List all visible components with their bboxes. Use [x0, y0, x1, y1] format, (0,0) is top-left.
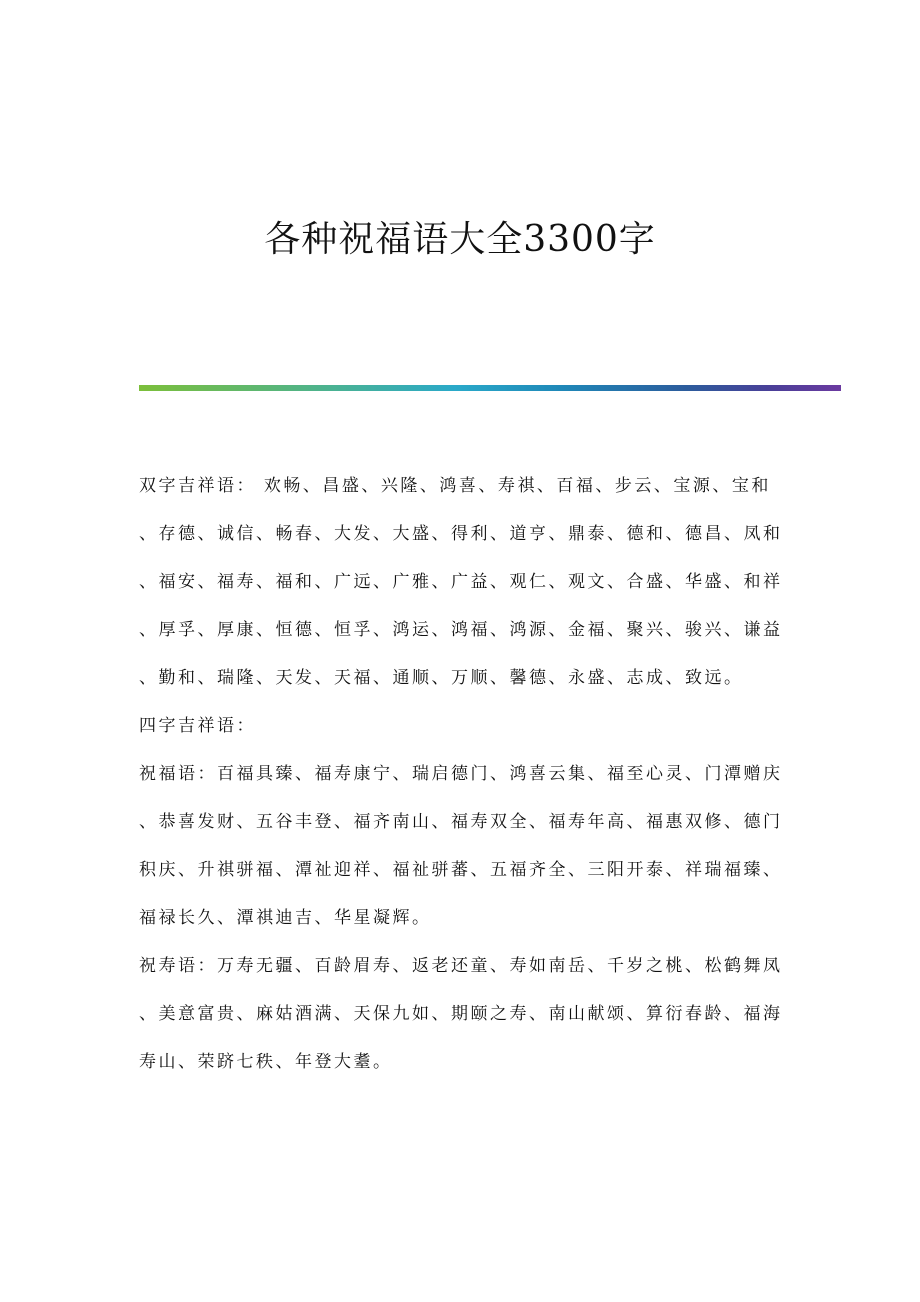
paragraph-longevity-blessings: 祝寿语：万寿无疆、百龄眉寿、返老还童、寿如南岳、千岁之桃、松鹤舞凤、美意富贵、麻姑酒满、天保九如、期颐之寿、南山献颂、算衍春龄、福海寿山、荣跻七秩、年登大耋。 — [139, 956, 783, 1072]
paragraph-two-char-blessings: 双字吉祥语： 欢畅、昌盛、兴隆、鸿喜、寿祺、百福、步云、宝源、宝和、存德、诚信、畅春、大发、大盛、得利、道亨、鼎泰、德和、德昌、凤和、福安、福寿、福和、广远、广雅、广益、观仁、观文、合盛、华盛、和祥、厚孚、厚康、恒德、恒孚、鸿运、鸿福、鸿源、金福、聚兴、骏兴、谦益、勤和、瑞隆、天发、天福、通顺、万顺、馨德、永盛、志成、致远。 — [139, 476, 783, 688]
paragraph-blessings: 祝福语：百福具臻、福寿康宁、瑞启德门、鸿喜云集、福至心灵、门潭赠庆、恭喜发财、五谷丰登、福齐南山、福寿双全、福寿年高、福惠双修、德门积庆、升祺骈福、潭祉迎祥、福祉骈蕃、五福齐全、三阳开泰、祥瑞福臻、福禄长久、潭祺迪吉、华星凝辉。 — [139, 764, 783, 928]
paragraph-four-char-heading: 四字吉祥语： — [139, 716, 256, 736]
page-title: 各种祝福语大全3300字 — [264, 219, 656, 260]
document-body — [139, 462, 789, 1086]
title-divider — [139, 385, 841, 391]
